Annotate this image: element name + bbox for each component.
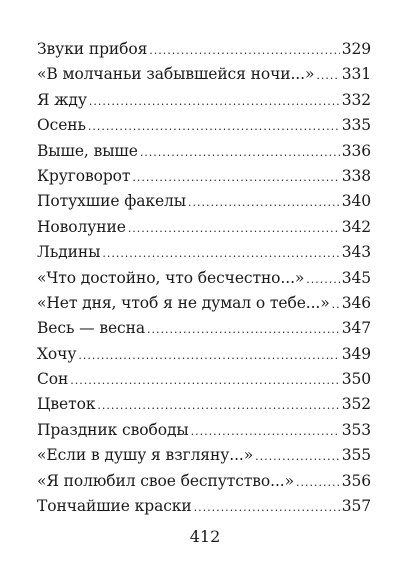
toc-dot-leader: [140, 140, 340, 165]
toc-entry: [37, 62, 371, 87]
toc-entry: [37, 266, 371, 291]
toc-entry: [37, 367, 371, 392]
toc-entry-title: Я жду: [37, 90, 87, 109]
toc-entry-page: 353: [341, 420, 371, 439]
toc-entry-page: 352: [341, 395, 371, 414]
toc-entry-title: «Что достойно, что бесчестно...»: [37, 268, 305, 287]
toc-entry-page: 336: [341, 141, 371, 160]
toc-dot-leader: [89, 89, 340, 114]
toc-entry-page: 350: [341, 370, 371, 389]
page-number: 412: [189, 527, 221, 546]
toc-entry-page: 345: [341, 268, 371, 287]
toc-entry-title: Сон: [37, 370, 69, 389]
toc-entry-page: 335: [341, 116, 371, 135]
toc-entry-page: 347: [341, 319, 371, 338]
toc-entry-title: Тончайшие краски: [37, 497, 192, 516]
toc-dot-leader: [255, 444, 340, 469]
toc-entry: [37, 189, 371, 214]
toc-entry: [37, 342, 371, 367]
toc-entry-page: 331: [341, 65, 371, 84]
toc-dot-leader: [296, 470, 340, 495]
toc-dot-leader: [97, 393, 339, 418]
toc-dot-leader: [149, 38, 339, 63]
toc-entry-title: Льдины: [37, 243, 101, 262]
toc-entry-title: Праздник свободы: [37, 420, 189, 439]
toc-dot-leader: [128, 216, 340, 241]
toc-dot-leader: [78, 343, 339, 368]
toc-entry-title: Звуки прибоя: [37, 40, 148, 58]
toc-entry: [37, 88, 371, 113]
toc-entry-page: 355: [341, 446, 371, 465]
toc-entry: [37, 316, 371, 341]
toc-entry: [37, 418, 371, 443]
toc-entry-title: «В молчаньи забывшейся ночи...»: [37, 65, 315, 84]
toc-entry: [37, 37, 371, 62]
table-of-contents: [37, 37, 371, 519]
toc-entry: [37, 240, 371, 265]
toc-entry-title: Новолуние: [37, 217, 126, 236]
toc-entry-title: «Если в душу я взгляну...»: [37, 446, 254, 465]
toc-entry: [37, 139, 371, 164]
toc-dot-leader: [102, 241, 339, 266]
toc-dot-leader: [194, 495, 340, 520]
toc-entry: [37, 494, 371, 519]
toc-entry-page: 349: [341, 344, 371, 363]
toc-entry: [37, 469, 371, 494]
toc-entry: [37, 113, 371, 138]
toc-dot-leader: [191, 419, 340, 444]
toc-entry-page: 343: [341, 243, 371, 262]
toc-entry: [37, 215, 371, 240]
toc-dot-leader: [306, 267, 339, 292]
toc-entry-page: 342: [341, 217, 371, 236]
toc-dot-leader: [132, 165, 339, 190]
toc-entry-title: Потухшие факелы: [37, 192, 187, 211]
toc-entry-title: Цветок: [37, 395, 96, 414]
toc-entry-title: Круговорот: [37, 166, 131, 185]
toc-dot-leader: [316, 63, 339, 88]
toc-entry-title: Выше, выше: [37, 141, 138, 160]
toc-entry-title: «Нет дня, чтоб я не думал о тебе...»: [37, 293, 330, 312]
toc-entry-page: 329: [341, 40, 371, 58]
toc-entry-page: 357: [341, 497, 371, 516]
toc-entry: [37, 164, 371, 189]
toc-entry: [37, 392, 371, 417]
toc-entry-page: 340: [341, 192, 371, 211]
toc-dot-leader: [147, 317, 340, 342]
toc-entry-title: «Я полюбил свое беспутство...»: [37, 471, 294, 490]
toc-entry: [37, 443, 371, 468]
toc-entry-title: Хочу: [37, 344, 77, 363]
toc-entry-page: 338: [341, 166, 371, 185]
toc-dot-leader: [332, 292, 340, 317]
toc-dot-leader: [88, 114, 340, 139]
toc-entry-title: Осень: [37, 116, 86, 135]
toc-dot-leader: [188, 190, 340, 215]
toc-entry-page: 332: [341, 90, 371, 109]
toc-entry: [37, 291, 371, 316]
toc-dot-leader: [70, 368, 339, 393]
toc-entry-page: 356: [341, 471, 371, 490]
toc-entry-title: Весь — весна: [37, 319, 145, 338]
toc-entry-page: 346: [341, 293, 371, 312]
